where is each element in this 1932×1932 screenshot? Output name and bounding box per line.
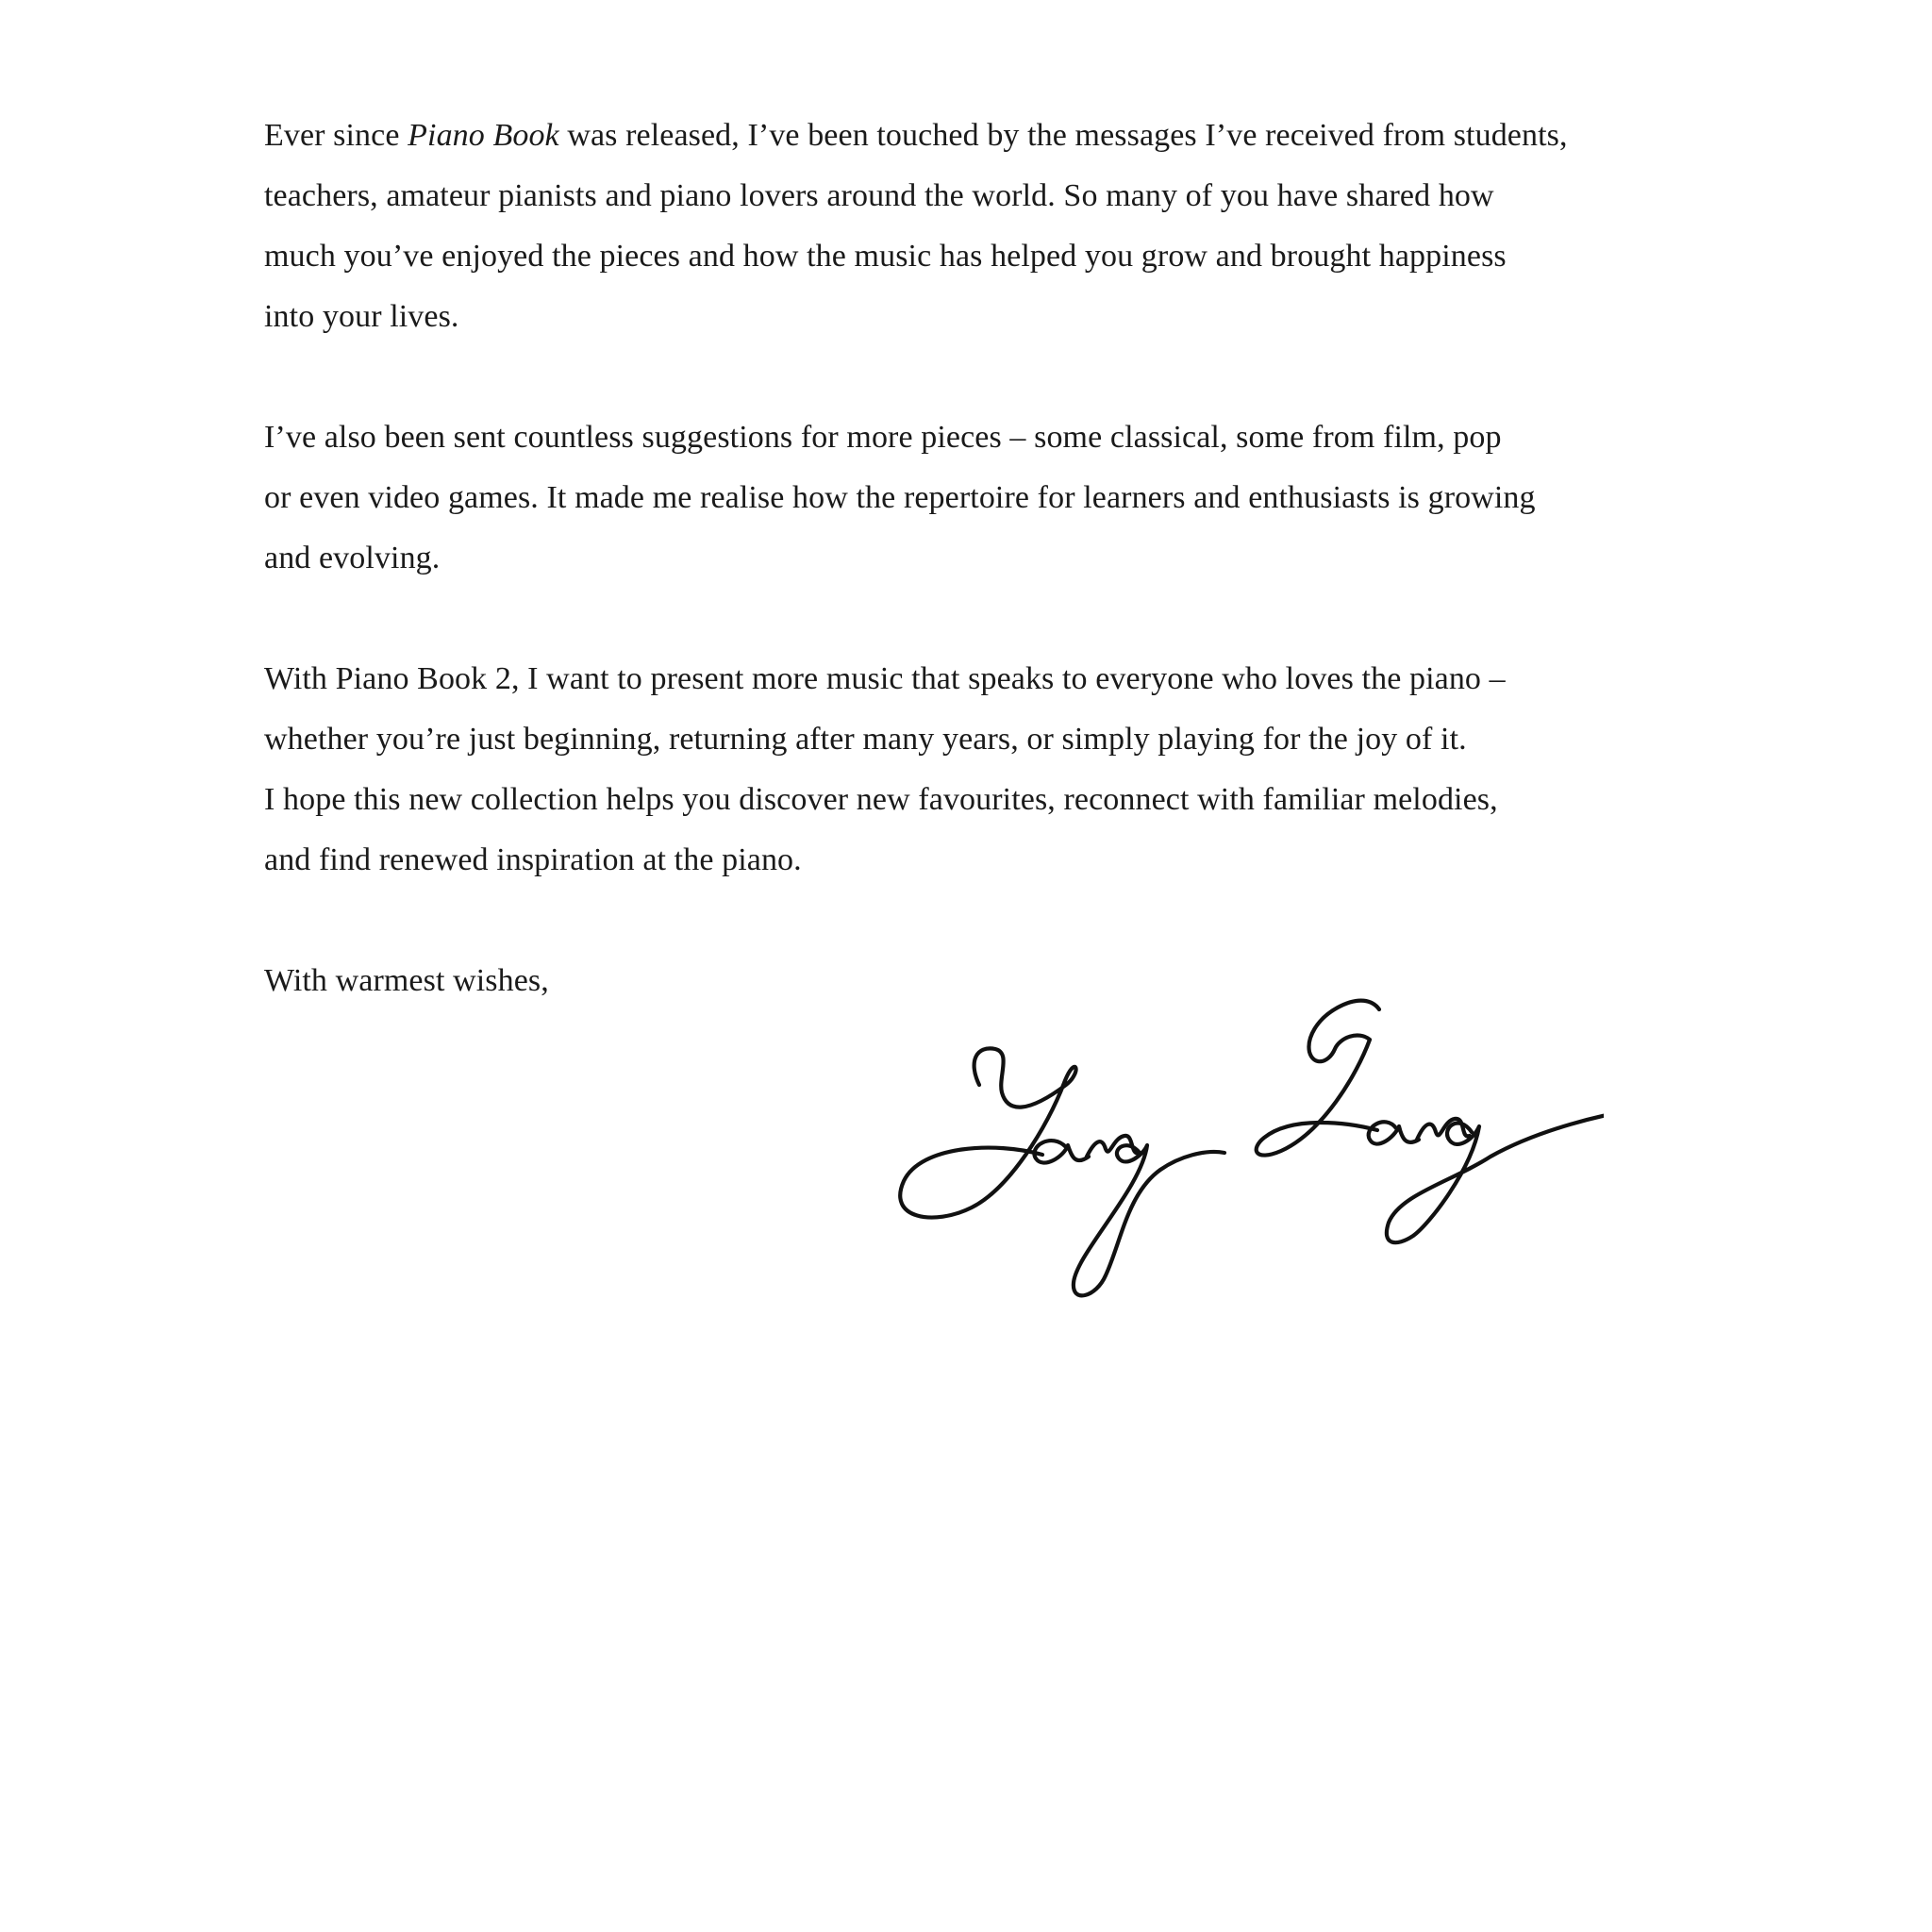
paragraph-2-line-1: I’ve also been sent countless suggestions for more pieces – some classical, some from film, pop	[264, 420, 1502, 455]
paragraph-2-line-2: or even video games. It made me realise how the repertoire for learners and enthusiasts is growing	[264, 480, 1536, 515]
paragraph-1-line-3: much you’ve enjoyed the pieces and how the music has helped you grow and brought happiness	[264, 239, 1507, 274]
paragraph-spacer	[264, 347, 1698, 408]
line-text: Ever since	[264, 118, 408, 153]
line-text: was released, I’ve been touched by the messages I’ve received from students,	[558, 118, 1568, 153]
paragraph-1	[264, 106, 1698, 347]
paragraph-2-line-3: and evolving.	[264, 541, 441, 575]
paragraph-2	[264, 408, 1698, 589]
paragraph-3-line-3: I hope this new collection helps you discover new favourites, reconnect with familiar melodies,	[264, 782, 1498, 817]
signature-image	[887, 972, 1604, 1311]
paragraph-1-line-1	[264, 106, 1698, 166]
paragraph-3-line-1: With Piano Book 2, I want to present more music that speaks to everyone who loves the piano –	[264, 661, 1506, 696]
book-title: Piano Book	[408, 118, 559, 153]
paragraph-spacer	[264, 589, 1698, 649]
signature-drawing	[887, 972, 1604, 1311]
paragraph-3	[264, 649, 1698, 891]
paragraph-1-line-2: teachers, amateur pianists and piano lovers around the world. So many of you have shared how	[264, 178, 1494, 213]
paragraph-1-line-4: into your lives.	[264, 299, 459, 334]
paragraph-3-line-4: and find renewed inspiration at the piano.	[264, 842, 802, 877]
letter-body	[264, 106, 1698, 1011]
paragraph-spacer	[264, 891, 1698, 951]
paragraph-3-line-2: whether you’re just beginning, returning after many years, or simply playing for the joy of it.	[264, 722, 1467, 757]
closing-salutation: With warmest wishes,	[264, 963, 549, 998]
